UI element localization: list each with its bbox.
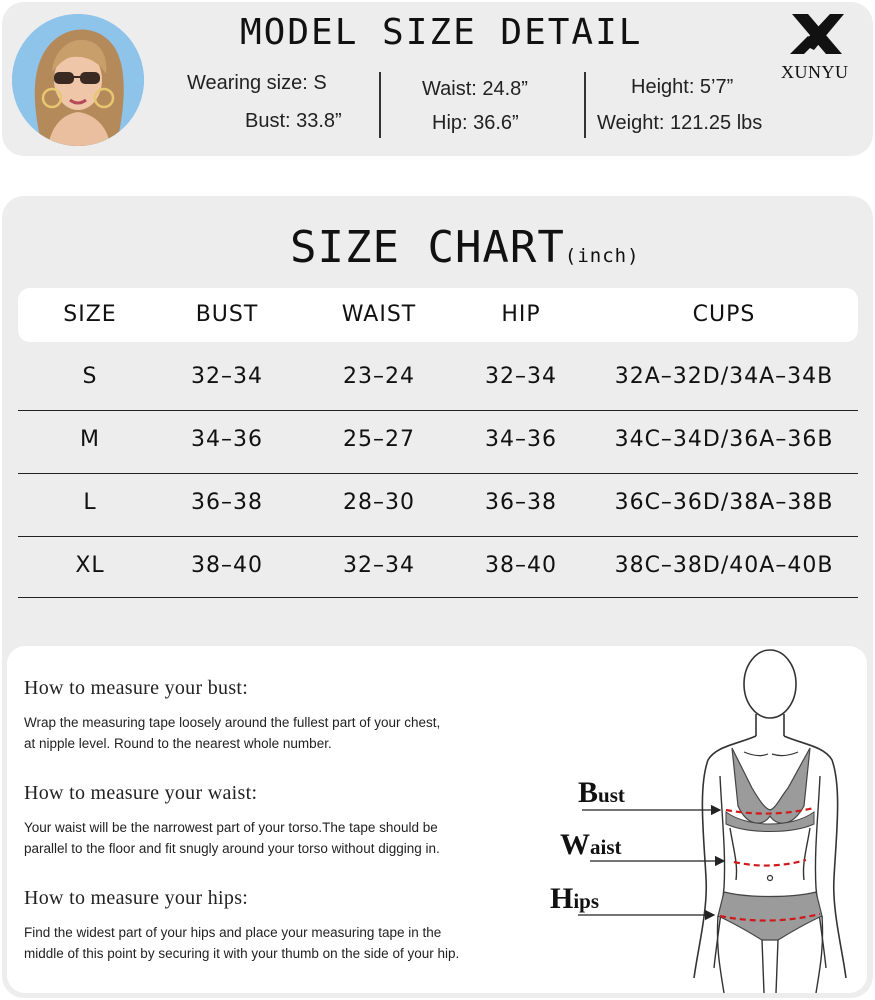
cell-size: L bbox=[83, 490, 97, 515]
label-hips-cap: H bbox=[550, 882, 574, 915]
waist-guide-line: parallel to the floor and fit snugly around your torso without digging in. bbox=[24, 841, 440, 856]
hips-guide-line: Find the widest part of your hips and place your measuring tape in the bbox=[24, 925, 442, 940]
waist-guide-title: How to measure your waist: bbox=[24, 782, 258, 804]
bust-guide-title: How to measure your bust: bbox=[24, 677, 249, 699]
row-divider bbox=[18, 410, 858, 411]
cell-waist: 25–27 bbox=[343, 427, 415, 452]
label-waist-rest: aist bbox=[590, 835, 622, 859]
cell-hip: 32–34 bbox=[485, 364, 557, 389]
size-chart-heading: SIZE CHART bbox=[290, 222, 565, 273]
header-cups: CUPS bbox=[692, 302, 756, 327]
brand-name: XUNYU bbox=[781, 62, 849, 82]
model-avatar bbox=[12, 14, 144, 146]
header-bust: BUST bbox=[195, 302, 259, 327]
cell-hip: 38–40 bbox=[485, 553, 557, 578]
model-wearing-size: Wearing size: S bbox=[187, 72, 327, 94]
cell-waist: 32–34 bbox=[343, 553, 415, 578]
stat-divider bbox=[584, 72, 586, 138]
header-size: SIZE bbox=[63, 302, 117, 327]
body-measurement-figure bbox=[548, 648, 868, 993]
figure-label-bust bbox=[578, 776, 625, 810]
cell-cups: 38C–38D/40A–40B bbox=[614, 553, 834, 578]
hips-guide-title: How to measure your hips: bbox=[24, 887, 249, 909]
header-waist: WAIST bbox=[341, 302, 417, 327]
waist-guide-line: Your waist will be the narrowest part of your torso.The tape should be bbox=[24, 820, 438, 835]
waist-tape-line bbox=[734, 860, 806, 866]
waist-guide-text bbox=[24, 817, 534, 859]
figure-label-waist bbox=[560, 828, 622, 862]
cell-cups: 34C–34D/36A–36B bbox=[614, 427, 834, 452]
bust-guide-text bbox=[24, 712, 534, 754]
label-bust-rest: ust bbox=[598, 783, 625, 807]
bust-guide-line: at nipple level. Round to the nearest whole number. bbox=[24, 736, 332, 751]
size-chart-title bbox=[290, 222, 640, 273]
stat-divider bbox=[379, 72, 381, 138]
model-photo-icon bbox=[12, 14, 144, 146]
model-bust: Bust: 33.8” bbox=[245, 110, 342, 132]
model-title: MODEL SIZE DETAIL bbox=[240, 12, 643, 53]
cell-bust: 34–36 bbox=[191, 427, 263, 452]
cell-bust: 36–38 bbox=[191, 490, 263, 515]
cell-bust: 32–34 bbox=[191, 364, 263, 389]
label-hips-rest: ips bbox=[573, 889, 600, 913]
cell-hip: 36–38 bbox=[485, 490, 557, 515]
row-divider bbox=[18, 597, 858, 598]
row-divider bbox=[18, 536, 858, 537]
cell-waist: 23–24 bbox=[343, 364, 415, 389]
cell-hip: 34–36 bbox=[485, 427, 557, 452]
cell-cups: 36C–36D/38A–38B bbox=[614, 490, 834, 515]
figure-label-hips bbox=[550, 882, 599, 916]
model-hip: Hip: 36.6” bbox=[432, 112, 519, 134]
header-hip: HIP bbox=[501, 302, 541, 327]
hips-guide-text bbox=[24, 922, 534, 964]
row-divider bbox=[18, 473, 858, 474]
head-shape bbox=[744, 650, 796, 718]
label-bust-cap: B bbox=[578, 776, 599, 809]
model-waist: Waist: 24.8” bbox=[422, 78, 528, 100]
cell-size: M bbox=[80, 427, 100, 452]
cell-bust: 38–40 bbox=[191, 553, 263, 578]
label-waist-cap: W bbox=[560, 828, 590, 861]
cell-size: S bbox=[82, 364, 98, 389]
model-height: Height: 5’7” bbox=[631, 76, 734, 98]
briefs-shape bbox=[718, 892, 822, 940]
hips-guide-line: middle of this point by securing it with your thumb on the side of your hip. bbox=[24, 946, 460, 961]
cell-size: XL bbox=[75, 553, 105, 578]
bust-guide-line: Wrap the measuring tape loosely around the fullest part of your chest, bbox=[24, 715, 441, 730]
model-weight: Weight: 121.25 lbs bbox=[597, 112, 763, 134]
size-chart-unit: (inch) bbox=[564, 245, 640, 267]
cell-waist: 28–30 bbox=[343, 490, 415, 515]
x-logo-icon bbox=[786, 12, 848, 56]
cell-cups: 32A–32D/34A–34B bbox=[614, 364, 834, 389]
